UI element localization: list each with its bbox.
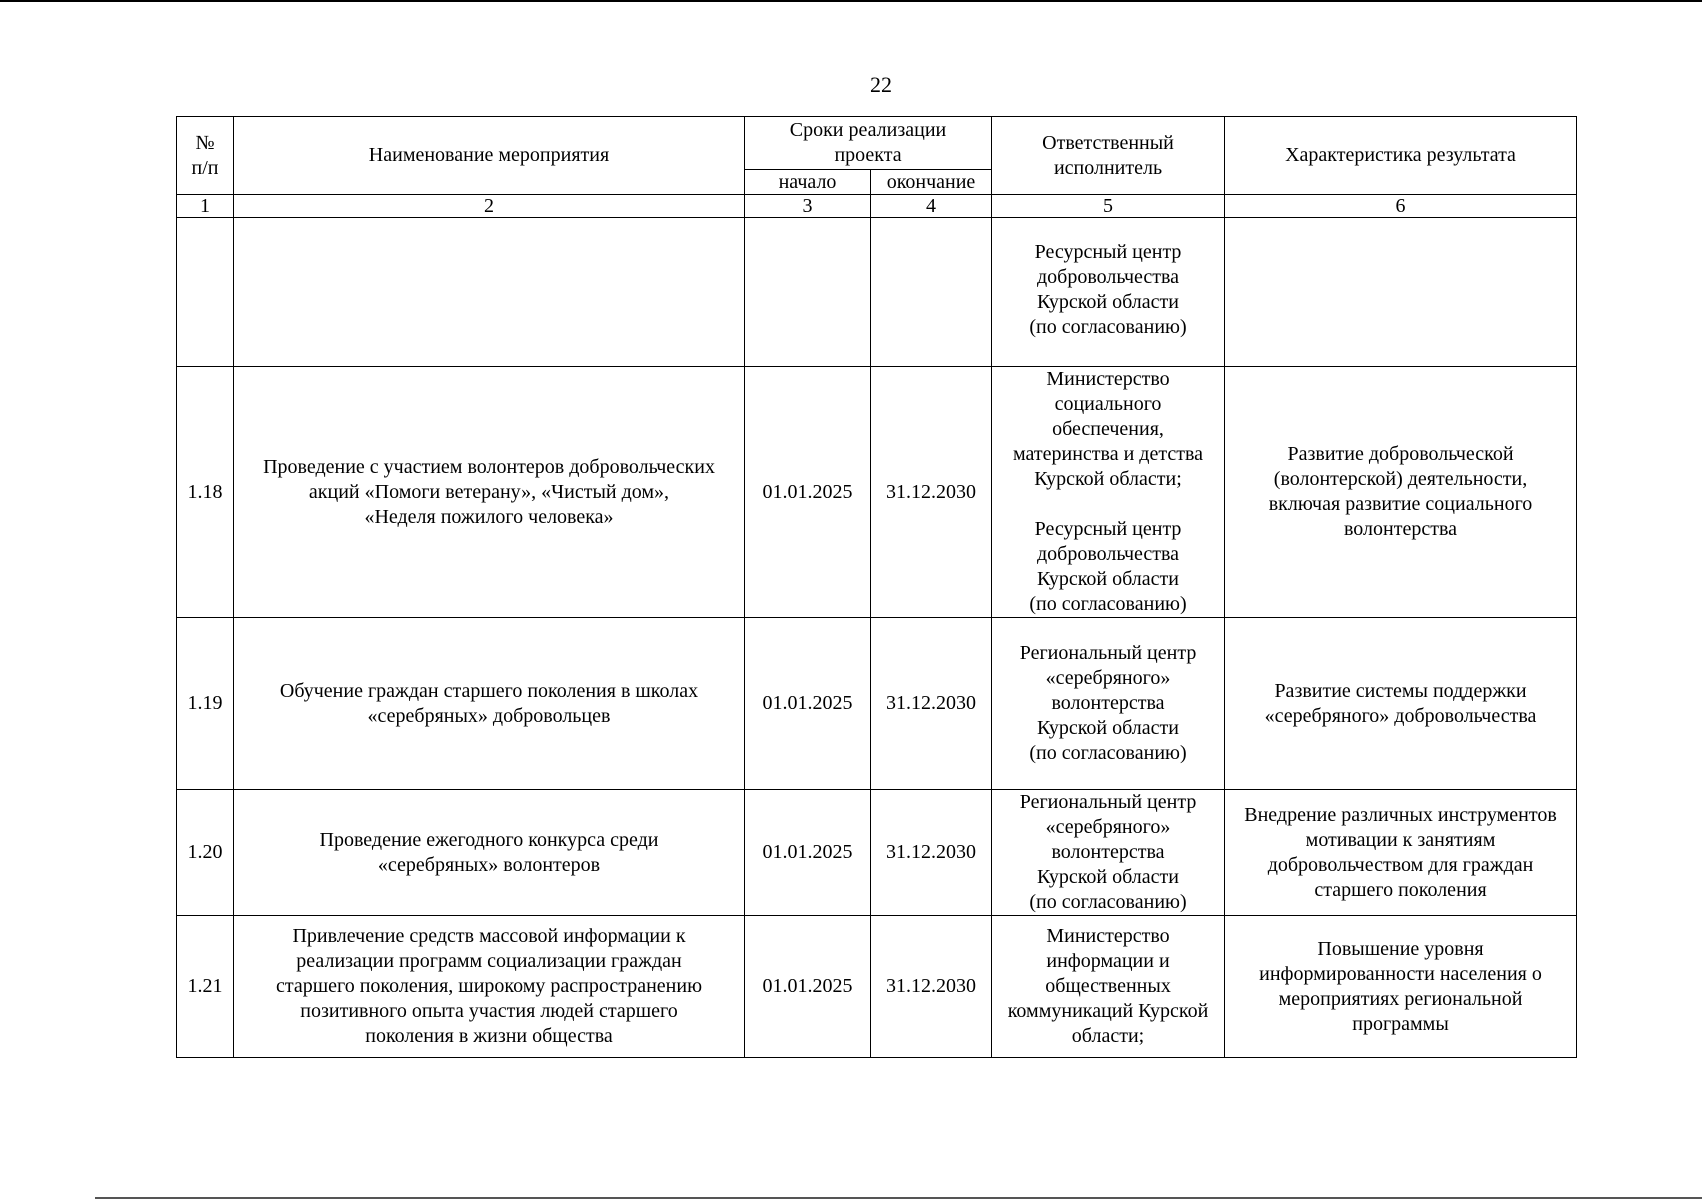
column-number: 1 — [177, 195, 234, 218]
column-number: 5 — [992, 195, 1225, 218]
header-start: начало — [745, 170, 871, 195]
end-date: 31.12.2030 — [871, 790, 992, 916]
result-description: Развитие добровольческой (волонтерской) деятельности, включая развитие социального волонтерства — [1225, 367, 1577, 618]
responsible-executor: Ресурсный центр добровольчества Курской области (по согласованию) — [992, 218, 1225, 367]
table-row — [177, 218, 1577, 367]
result-description: Внедрение различных инструментов мотивации к занятиям добровольчеством для граждан старшего поколения — [1225, 790, 1577, 916]
end-date: 31.12.2030 — [871, 367, 992, 618]
result-description: Развитие системы поддержки «серебряного» добровольчества — [1225, 618, 1577, 790]
activity-name: Проведение с участием волонтеров добровольческих акций «Помоги ветерану», «Чистый дом», «Неделя пожилого человека» — [234, 367, 745, 618]
activity-name — [234, 218, 745, 367]
header-number: № п/п — [177, 117, 234, 195]
start-date: 01.01.2025 — [745, 618, 871, 790]
page-number: 22 — [870, 72, 892, 97]
start-date: 01.01.2025 — [745, 916, 871, 1058]
table-row — [177, 618, 1577, 790]
row-number — [177, 218, 234, 367]
end-date — [871, 218, 992, 367]
table-body — [177, 218, 1577, 1058]
scan-bottom-edge — [95, 1197, 1702, 1199]
end-date: 31.12.2030 — [871, 916, 992, 1058]
table-header — [177, 117, 1577, 218]
start-date: 01.01.2025 — [745, 790, 871, 916]
header-result: Характеристика результата — [1225, 117, 1577, 195]
row-number: 1.21 — [177, 916, 234, 1058]
header-responsible: Ответственный исполнитель — [992, 117, 1225, 195]
result-description — [1225, 218, 1577, 367]
row-number: 1.18 — [177, 367, 234, 618]
table-row — [177, 367, 1577, 618]
row-number: 1.19 — [177, 618, 234, 790]
header-period: Сроки реализации проекта — [745, 117, 992, 170]
scan-top-edge — [0, 0, 1702, 2]
column-numbers-row — [177, 195, 1577, 218]
header-end: окончание — [871, 170, 992, 195]
start-date: 01.01.2025 — [745, 367, 871, 618]
table-row — [177, 916, 1577, 1058]
activity-name: Обучение граждан старшего поколения в школах «серебряных» добровольцев — [234, 618, 745, 790]
column-number: 2 — [234, 195, 745, 218]
start-date — [745, 218, 871, 367]
result-description: Повышение уровня информированности населения о мероприятиях региональной программы — [1225, 916, 1577, 1058]
activity-name: Привлечение средств массовой информации к реализации программ социализации граждан старшего поколения, широкому распространению позитивного опыта участия людей старшего поколения в жизни общества — [234, 916, 745, 1058]
column-number: 4 — [871, 195, 992, 218]
responsible-executor: Региональный центр «серебряного» волонтерства Курской области (по согласованию) — [992, 618, 1225, 790]
activity-name: Проведение ежегодного конкурса среди «серебряных» волонтеров — [234, 790, 745, 916]
table-row — [177, 790, 1577, 916]
end-date: 31.12.2030 — [871, 618, 992, 790]
responsible-executor: Министерство социального обеспечения, материнства и детства Курской области; Ресурсный центр добровольчества Курской области (по согласованию) — [992, 367, 1225, 618]
activities-table — [176, 116, 1577, 1058]
responsible-executor: Министерство информации и общественных коммуникаций Курской области; — [992, 916, 1225, 1058]
column-number: 6 — [1225, 195, 1577, 218]
header-activity-name: Наименование мероприятия — [234, 117, 745, 195]
row-number: 1.20 — [177, 790, 234, 916]
responsible-executor: Региональный центр «серебряного» волонтерства Курской области (по согласованию) — [992, 790, 1225, 916]
column-number: 3 — [745, 195, 871, 218]
